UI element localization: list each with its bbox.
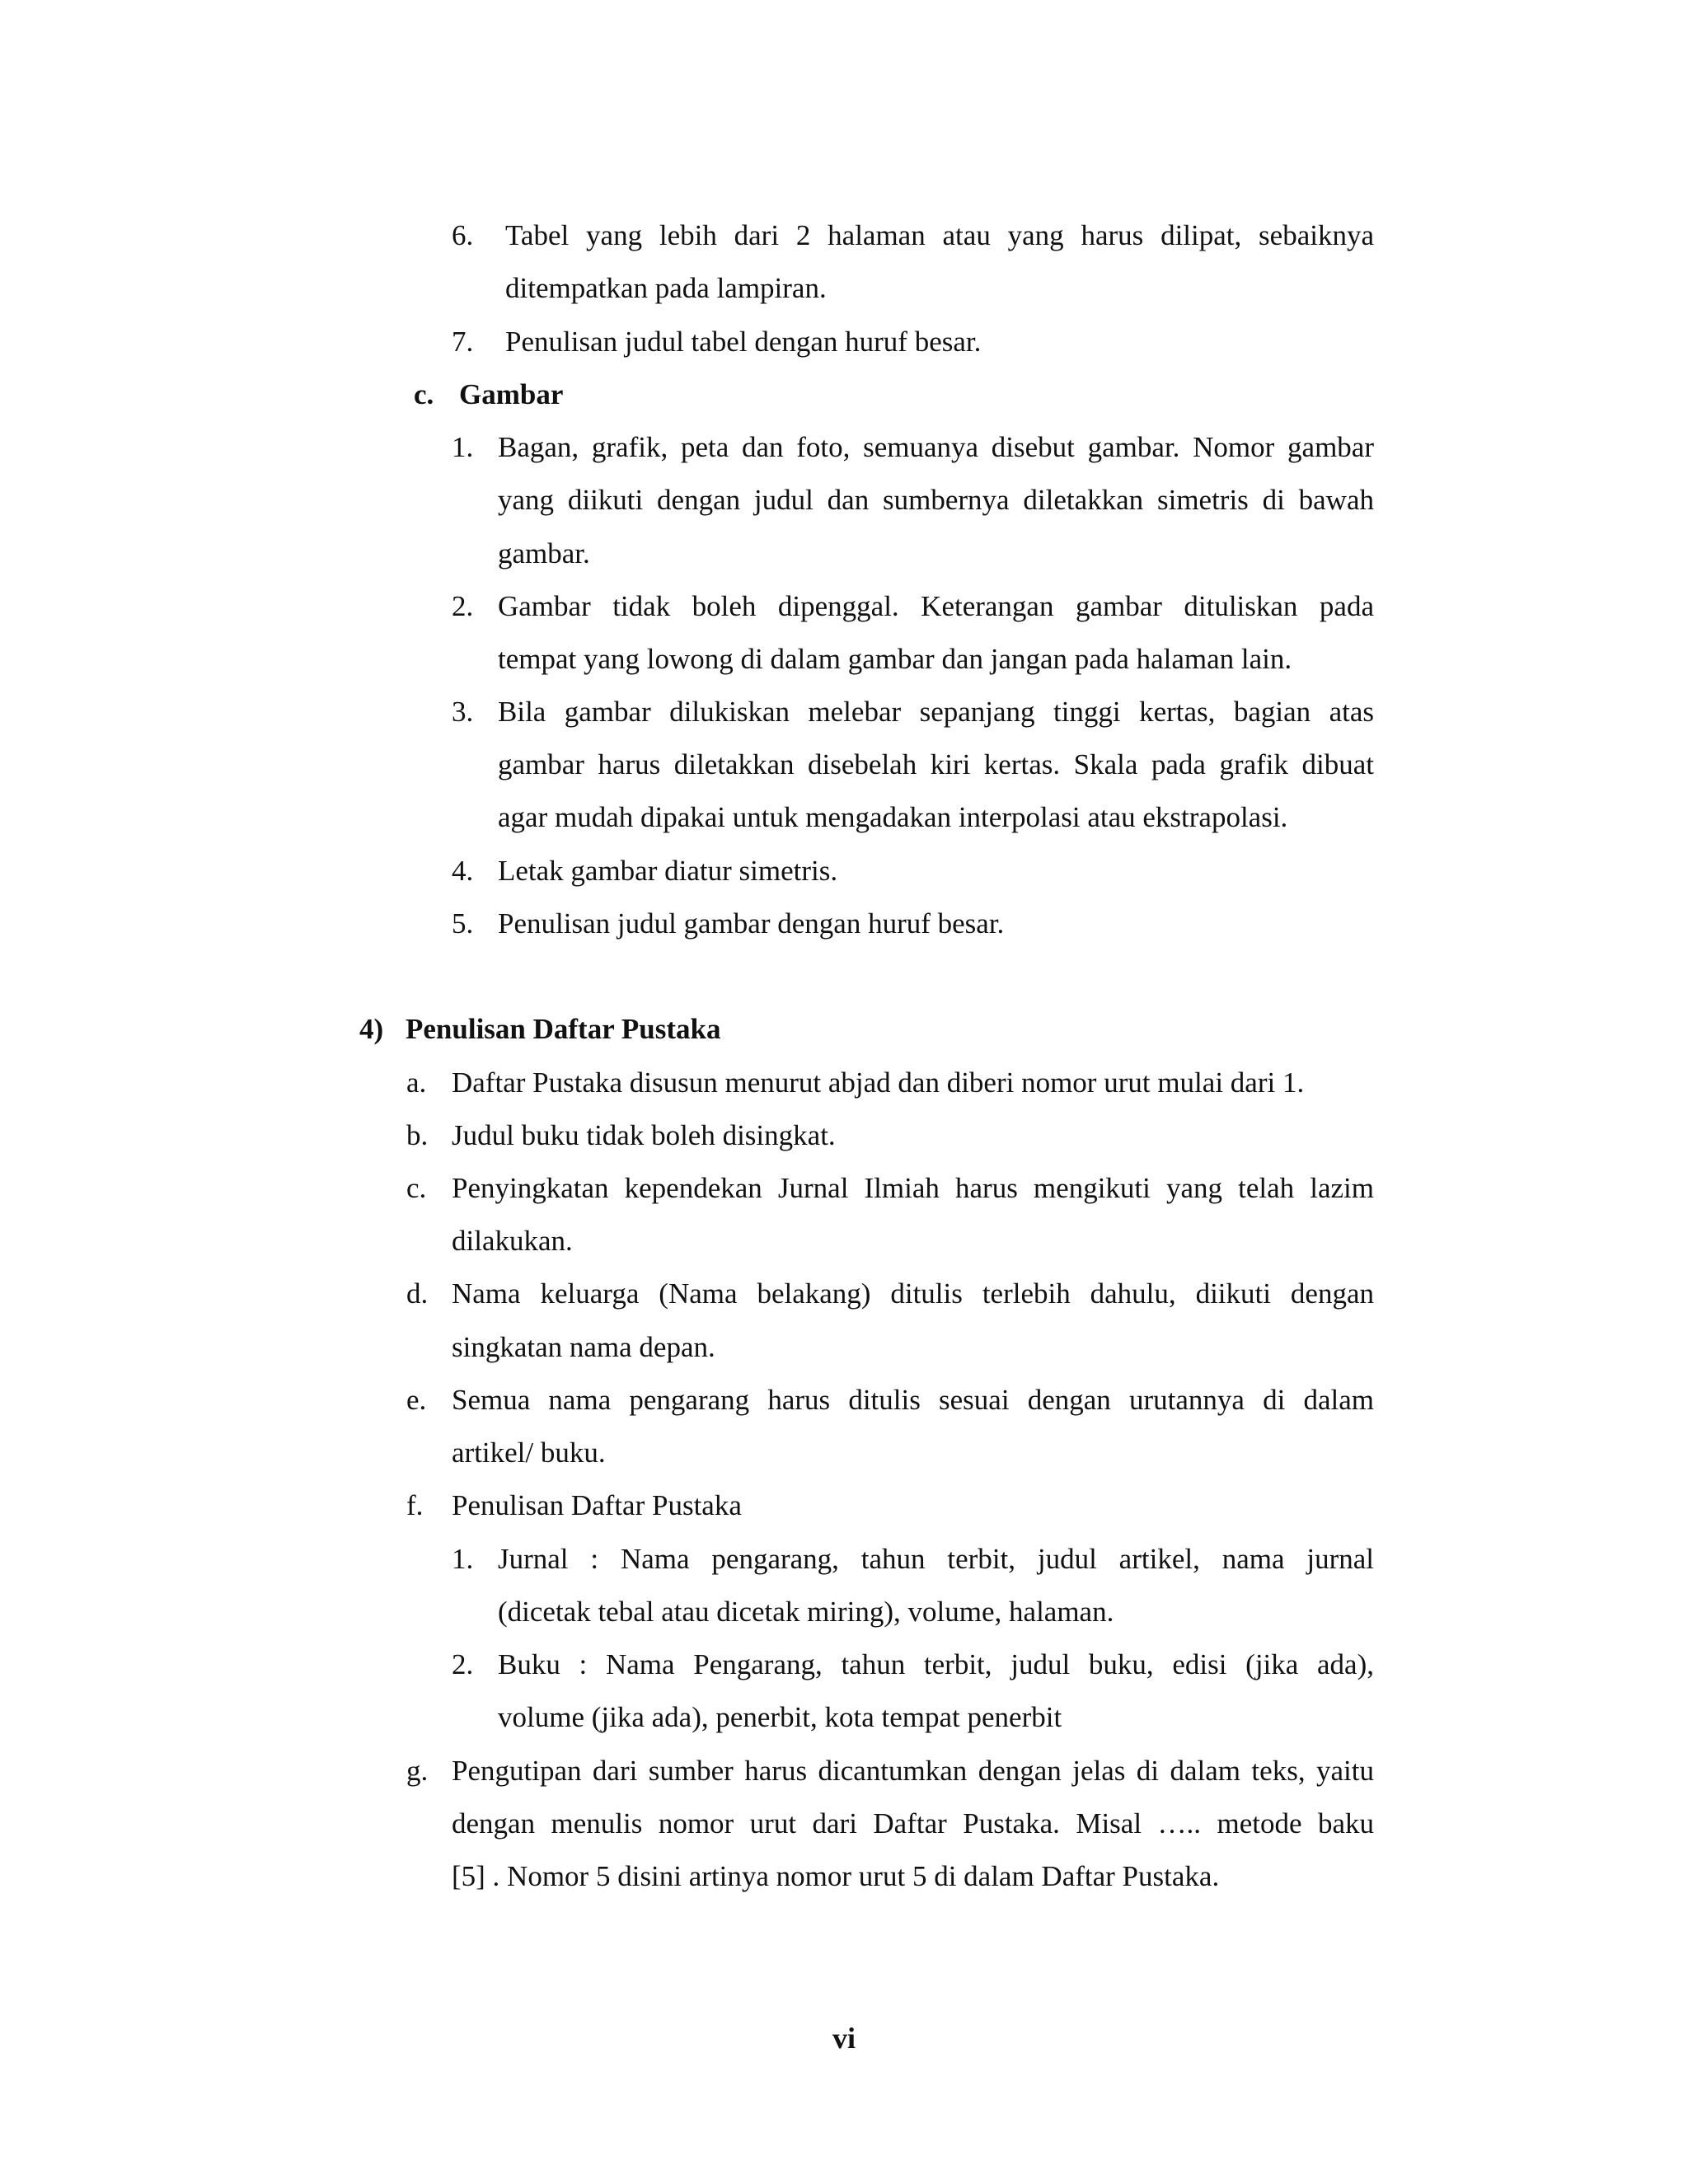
list-text-line: Letak gambar diatur simetris.	[498, 855, 838, 887]
list-text-line: Penulisan judul gambar dengan huruf besar.	[498, 907, 1005, 940]
list-text-line: Daftar Pustaka disusun menurut abjad dan diberi nomor urut mulai dari 1.	[452, 1066, 1305, 1099]
list-text-line: Semua nama pengarang harus ditulis sesuai dengan urutannya di dalam	[452, 1384, 1374, 1416]
list-letter: a.	[406, 1066, 427, 1099]
list-number: 6.	[452, 219, 474, 251]
list-text-line: ditempatkan pada lampiran.	[505, 272, 827, 304]
list-text-line: Penulisan Daftar Pustaka	[452, 1489, 742, 1521]
list-number: 4.	[452, 855, 474, 887]
list-number: 2.	[452, 1648, 474, 1680]
section-marker: c.	[414, 378, 434, 410]
list-number: 7.	[452, 326, 474, 358]
section-title: Gambar	[459, 378, 564, 410]
list-text-line: gambar harus diletakkan disebelah kiri kertas. Skala pada grafik dibuat	[498, 748, 1374, 780]
list-letter: d.	[406, 1277, 429, 1310]
list-letter: b.	[406, 1119, 429, 1151]
list-text-line: Nama keluarga (Nama belakang) ditulis terlebih dahulu, diikuti dengan	[452, 1277, 1374, 1310]
list-text-line: Judul buku tidak boleh disingkat.	[452, 1119, 836, 1151]
list-text-line: volume (jika ada), penerbit, kota tempat penerbit	[498, 1701, 1062, 1733]
list-text-line: Bila gambar dilukiskan melebar sepanjang tinggi kertas, bagian atas	[498, 696, 1374, 728]
list-text-line: (dicetak tebal atau dicetak miring), volume, halaman.	[498, 1596, 1114, 1628]
list-text-line: Buku : Nama Pengarang, tahun terbit, judul buku, edisi (jika ada),	[498, 1648, 1374, 1680]
list-number: 2.	[452, 590, 474, 622]
list-letter: e.	[406, 1384, 427, 1416]
list-text-line: agar mudah dipakai untuk mengadakan interpolasi atau ekstrapolasi.	[498, 801, 1288, 833]
list-text-line: Jurnal : Nama pengarang, tahun terbit, judul artikel, nama jurnal	[498, 1543, 1374, 1575]
list-text-line: Pengutipan dari sumber harus dicantumkan dengan jelas di dalam teks, yaitu	[452, 1755, 1374, 1787]
list-text-line: artikel/ buku.	[452, 1436, 606, 1469]
list-text-line: tempat yang lowong di dalam gambar dan jangan pada halaman lain.	[498, 643, 1292, 675]
list-number: 1.	[452, 1543, 474, 1575]
list-number: 3.	[452, 696, 474, 728]
list-text-line: dengan menulis nomor urut dari Daftar Pustaka. Misal ….. metode baku	[452, 1807, 1374, 1840]
list-text-line: Penulisan judul tabel dengan huruf besar.	[505, 326, 982, 358]
list-text-line: yang diikuti dengan judul dan sumbernya diletakkan simetris di bawah	[498, 484, 1374, 516]
list-text-line: Penyingkatan kependekan Jurnal Ilmiah harus mengikuti yang telah lazim	[452, 1172, 1374, 1204]
page-number: vi	[832, 2022, 856, 2055]
list-text-line: Tabel yang lebih dari 2 halaman atau yang harus dilipat, sebaiknya	[505, 219, 1374, 251]
list-text-line: Bagan, grafik, peta dan foto, semuanya disebut gambar. Nomor gambar	[498, 431, 1374, 463]
section-marker: 4)	[359, 1013, 384, 1045]
list-number: 5.	[452, 907, 474, 940]
list-text-line: gambar.	[498, 537, 590, 569]
list-letter: g.	[406, 1755, 429, 1787]
list-letter: c.	[406, 1172, 427, 1204]
section-title: Penulisan Daftar Pustaka	[406, 1013, 721, 1045]
list-text-line: singkatan nama depan.	[452, 1331, 715, 1363]
list-text-line: [5] . Nomor 5 disini artinya nomor urut 5 di dalam Daftar Pustaka.	[452, 1860, 1220, 1892]
list-text-line: dilakukan.	[452, 1225, 573, 1257]
list-text-line: Gambar tidak boleh dipenggal. Keterangan gambar dituliskan pada	[498, 590, 1374, 622]
list-letter: f.	[406, 1489, 424, 1521]
list-number: 1.	[452, 431, 474, 463]
